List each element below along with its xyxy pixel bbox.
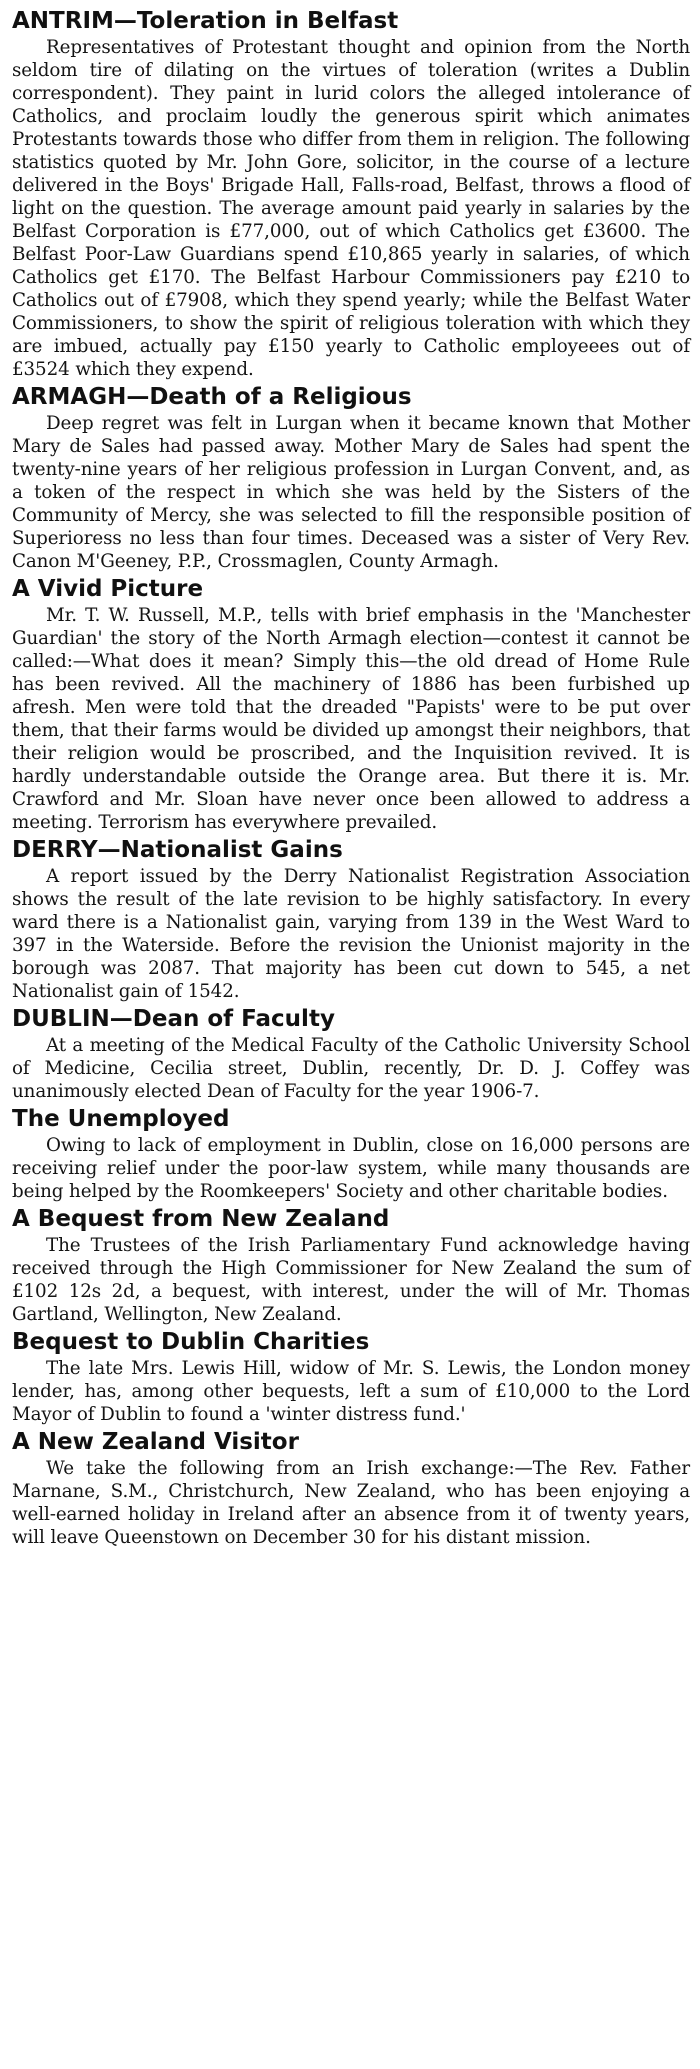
- article-derry: [12, 837, 694, 1003]
- article-antrim: [12, 8, 694, 381]
- article-dublin-dean: [12, 1006, 694, 1103]
- article-body: Deep regret was felt in Lurgan when it became known that Mother Mary de Sales had passed away. Mother Mary de Sales had spent the twenty-nine years of her religious profession in Lurgan Convent, and, as a token of the respect in which she was held by the Sisters of the Community of Mercy, she was selected to fill the responsible position of Superioress no less than four times. Deceased was a sister of Very Rev. Canon M'Geeney, P.P., Crossmaglen, County Armagh.: [12, 413, 690, 572]
- article-heading: DUBLIN—Dean of Faculty: [12, 1006, 335, 1032]
- article-body: A report issued by the Derry Nationalist Registration Association shows the result of the late revision to be highly satisfactory. In every ward there is a Nationalist gain, varying from 139 in the West Ward to 397 in the Waterside. Before the revision the Unionist majority in the borough was 2087. That majority has been cut down to 545, a net Nationalist gain of 1542.: [12, 866, 690, 1002]
- article-heading: A New Zealand Visitor: [12, 1429, 299, 1455]
- article-armagh: [12, 384, 694, 573]
- article-heading: ARMAGH—Death of a Religious: [12, 384, 412, 410]
- article-new-zealand-visitor: [12, 1429, 694, 1549]
- article-body: At a meeting of the Medical Faculty of the Catholic University School of Medicine, Cecilia street, Dublin, recently, Dr. D. J. Coffey was unanimously elected Dean of Faculty for the year 1906-7.: [12, 1035, 690, 1102]
- article-heading: The Unemployed: [12, 1106, 230, 1132]
- article-body: Owing to lack of employment in Dublin, close on 16,000 persons are receiving relief under the poor-law system, while many thousands are being helped by the Roomkeepers' Society and other charitable bodies.: [12, 1135, 690, 1202]
- article-heading: DERRY—Nationalist Gains: [12, 837, 343, 863]
- article-body: The Trustees of the Irish Parliamentary Fund acknowledge having received through the High Commissioner for New Zealand the sum of £102 12s 2d, a bequest, with interest, under the will of Mr. Thomas Gartland, Wellington, New Zealand.: [12, 1235, 690, 1325]
- article-body: Representatives of Protestant thought and opinion from the North seldom tire of dilating on the virtues of toleration (writes a Dublin correspondent). They paint in lurid colors the alleged intolerance of Catholics, and proclaim loudly the generous spirit which animates Protestants towards those who differ from them in religion. The following statistics quoted by Mr. John Gore, solicitor, in the course of a lecture delivered in the Boys' Brigade Hall, Falls-road, Belfast, throws a flood of light on the question. The average amount paid yearly in salaries by the Belfast Corporation is £77,000, out of which Catholics get £3600. The Belfast Poor-Law Guardians spend £10,865 yearly in salaries, of which Catholics get £170. The Belfast Harbour Commissioners pay £210 to Catholics out of £7908, which they spend yearly; while the Belfast Water Commissioners, to show the spirit of religious toleration with which they are imbued, actually pay £150 yearly to Catholic employeees out of £3524 which they expend.: [12, 37, 690, 380]
- article-heading: Bequest to Dublin Charities: [12, 1329, 370, 1355]
- article-bequest-dublin-charities: [12, 1329, 694, 1426]
- article-vivid-picture: [12, 576, 694, 834]
- article-body: Mr. T. W. Russell, M.P., tells with brief emphasis in the 'Manchester Guardian' the story of the North Armagh election—contest it cannot be called:—What does it mean? Simply this—the old dread of Home Rule has been revived. All the machinery of 1886 has been furbished up afresh. Men were told that the dreaded "Papists' were to be put over them, that their farms would be divided up amongst their neighbors, that their religion would be proscribed, and the Inquisition revived. It is hardly understandable outside the Orange area. But there it is. Mr. Crawford and Mr. Sloan have never once been allowed to address a meeting. Terrorism has everywhere prevailed.: [12, 605, 690, 833]
- article-heading: A Vivid Picture: [12, 576, 204, 602]
- article-unemployed: [12, 1106, 694, 1203]
- article-body: We take the following from an Irish exchange:—The Rev. Father Marnane, S.M., Christchurch, New Zealand, who has been enjoying a well-earned holiday in Ireland after an absence from it of twenty years, will leave Queenstown on December 30 for his distant mission.: [12, 1458, 690, 1548]
- article-body: The late Mrs. Lewis Hill, widow of Mr. S. Lewis, the London money lender, has, among other bequests, left a sum of £10,000 to the Lord Mayor of Dublin to found a 'winter distress fund.': [12, 1358, 690, 1425]
- article-heading: A Bequest from New Zealand: [12, 1206, 390, 1232]
- article-bequest-new-zealand: [12, 1206, 694, 1326]
- article-heading: ANTRIM—Toleration in Belfast: [12, 8, 399, 34]
